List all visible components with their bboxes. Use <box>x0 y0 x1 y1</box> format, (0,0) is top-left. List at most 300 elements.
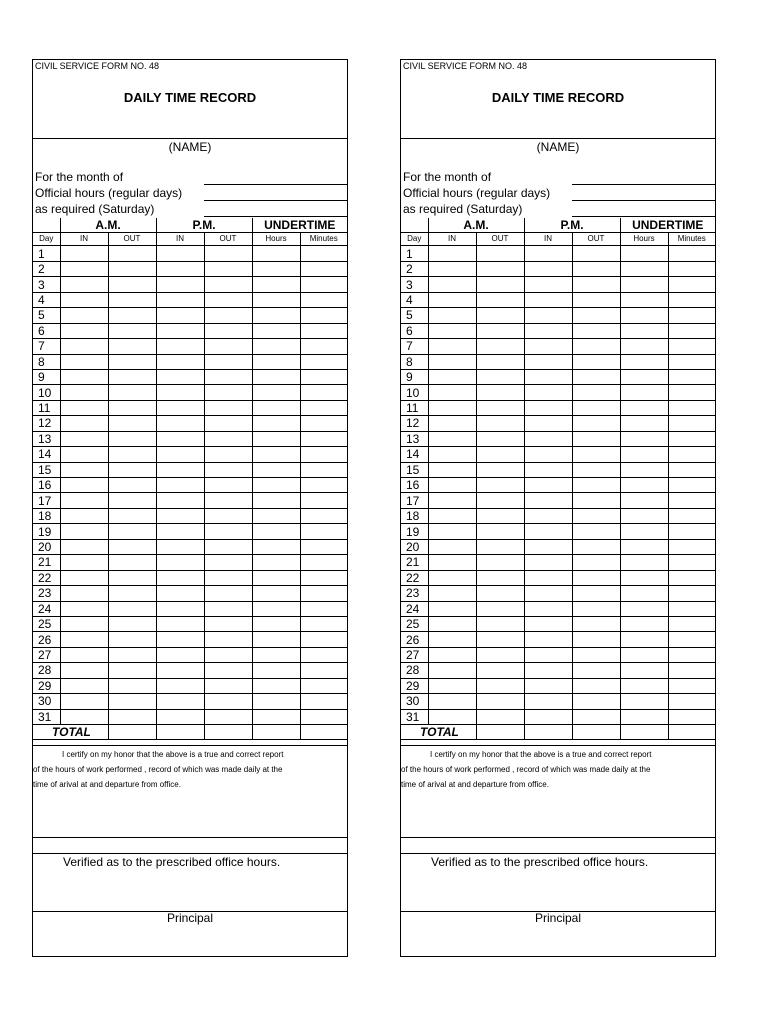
am-out-cell[interactable] <box>476 508 524 523</box>
pm-out-cell[interactable] <box>572 462 620 477</box>
total-hours-cell[interactable] <box>252 725 300 740</box>
am-out-cell[interactable] <box>108 431 156 446</box>
pm-out-cell[interactable] <box>204 616 252 631</box>
am-in-cell[interactable] <box>428 369 476 384</box>
pm-out-cell[interactable] <box>204 308 252 323</box>
am-in-cell[interactable] <box>60 339 108 354</box>
am-in-cell[interactable] <box>428 292 476 307</box>
pm-in-cell[interactable] <box>156 354 204 369</box>
am-out-cell[interactable] <box>108 647 156 662</box>
undertime-minutes-cell[interactable] <box>300 524 347 539</box>
undertime-minutes-cell[interactable] <box>668 261 715 276</box>
pm-in-cell[interactable] <box>156 261 204 276</box>
pm-out-cell[interactable] <box>572 647 620 662</box>
am-in-cell[interactable] <box>60 694 108 709</box>
pm-out-cell[interactable] <box>572 478 620 493</box>
undertime-minutes-cell[interactable] <box>668 246 715 261</box>
am-out-cell[interactable] <box>476 555 524 570</box>
am-in-cell[interactable] <box>60 632 108 647</box>
undertime-hours-cell[interactable] <box>620 601 668 616</box>
undertime-minutes-cell[interactable] <box>300 478 347 493</box>
am-out-cell[interactable] <box>476 261 524 276</box>
am-out-cell[interactable] <box>108 246 156 261</box>
pm-out-cell[interactable] <box>572 524 620 539</box>
undertime-minutes-cell[interactable] <box>300 663 347 678</box>
undertime-hours-cell[interactable] <box>620 524 668 539</box>
am-in-cell[interactable] <box>428 663 476 678</box>
pm-out-cell[interactable] <box>204 478 252 493</box>
am-in-cell[interactable] <box>60 586 108 601</box>
undertime-hours-cell[interactable] <box>620 508 668 523</box>
undertime-minutes-cell[interactable] <box>668 308 715 323</box>
pm-in-cell[interactable] <box>524 586 572 601</box>
undertime-minutes-cell[interactable] <box>668 493 715 508</box>
pm-in-cell[interactable] <box>524 308 572 323</box>
pm-out-cell[interactable] <box>204 447 252 462</box>
am-in-cell[interactable] <box>60 385 108 400</box>
am-in-cell[interactable] <box>428 493 476 508</box>
pm-in-cell[interactable] <box>156 586 204 601</box>
am-out-cell[interactable] <box>476 663 524 678</box>
undertime-hours-cell[interactable] <box>252 493 300 508</box>
pm-in-cell[interactable] <box>524 570 572 585</box>
pm-out-cell[interactable] <box>204 539 252 554</box>
undertime-minutes-cell[interactable] <box>300 678 347 693</box>
am-out-cell[interactable] <box>476 431 524 446</box>
am-in-cell[interactable] <box>428 478 476 493</box>
am-in-cell[interactable] <box>60 678 108 693</box>
am-out-cell[interactable] <box>476 246 524 261</box>
am-out-cell[interactable] <box>476 539 524 554</box>
pm-out-cell[interactable] <box>572 447 620 462</box>
am-in-cell[interactable] <box>60 663 108 678</box>
undertime-hours-cell[interactable] <box>252 385 300 400</box>
pm-in-cell[interactable] <box>156 478 204 493</box>
am-in-cell[interactable] <box>428 678 476 693</box>
am-in-cell[interactable] <box>428 586 476 601</box>
undertime-hours-cell[interactable] <box>620 539 668 554</box>
pm-in-cell[interactable] <box>524 416 572 431</box>
am-in-cell[interactable] <box>60 369 108 384</box>
undertime-hours-cell[interactable] <box>620 586 668 601</box>
undertime-minutes-cell[interactable] <box>300 462 347 477</box>
undertime-minutes-cell[interactable] <box>668 555 715 570</box>
pm-out-cell[interactable] <box>572 246 620 261</box>
am-in-cell[interactable] <box>60 462 108 477</box>
pm-in-cell[interactable] <box>524 323 572 338</box>
pm-in-cell[interactable] <box>156 616 204 631</box>
am-out-cell[interactable] <box>108 261 156 276</box>
undertime-minutes-cell[interactable] <box>300 555 347 570</box>
am-in-cell[interactable] <box>60 400 108 415</box>
pm-in-cell[interactable] <box>156 308 204 323</box>
am-in-cell[interactable] <box>60 354 108 369</box>
am-out-cell[interactable] <box>108 524 156 539</box>
pm-out-cell[interactable] <box>572 277 620 292</box>
pm-out-cell[interactable] <box>204 601 252 616</box>
pm-in-cell[interactable] <box>524 555 572 570</box>
pm-out-cell[interactable] <box>204 323 252 338</box>
am-in-cell[interactable] <box>428 308 476 323</box>
pm-in-cell[interactable] <box>524 508 572 523</box>
pm-out-cell[interactable] <box>204 524 252 539</box>
pm-in-cell[interactable] <box>156 246 204 261</box>
pm-out-cell[interactable] <box>204 462 252 477</box>
undertime-hours-cell[interactable] <box>252 261 300 276</box>
am-out-cell[interactable] <box>476 493 524 508</box>
undertime-hours-cell[interactable] <box>252 447 300 462</box>
undertime-hours-cell[interactable] <box>620 400 668 415</box>
pm-out-cell[interactable] <box>204 277 252 292</box>
pm-out-cell[interactable] <box>572 369 620 384</box>
undertime-minutes-cell[interactable] <box>668 369 715 384</box>
am-out-cell[interactable] <box>108 339 156 354</box>
pm-out-cell[interactable] <box>572 493 620 508</box>
undertime-hours-cell[interactable] <box>620 678 668 693</box>
undertime-hours-cell[interactable] <box>620 709 668 724</box>
am-out-cell[interactable] <box>476 416 524 431</box>
undertime-hours-cell[interactable] <box>252 709 300 724</box>
pm-out-cell[interactable] <box>204 694 252 709</box>
pm-out-cell[interactable] <box>572 339 620 354</box>
pm-out-cell[interactable] <box>572 431 620 446</box>
am-in-cell[interactable] <box>60 555 108 570</box>
undertime-hours-cell[interactable] <box>252 478 300 493</box>
pm-in-cell[interactable] <box>524 447 572 462</box>
am-in-cell[interactable] <box>428 354 476 369</box>
undertime-hours-cell[interactable] <box>252 277 300 292</box>
pm-out-cell[interactable] <box>572 261 620 276</box>
am-out-cell[interactable] <box>108 478 156 493</box>
pm-out-cell[interactable] <box>204 246 252 261</box>
undertime-minutes-cell[interactable] <box>668 539 715 554</box>
pm-out-cell[interactable] <box>204 632 252 647</box>
undertime-hours-cell[interactable] <box>252 400 300 415</box>
am-out-cell[interactable] <box>108 539 156 554</box>
undertime-minutes-cell[interactable] <box>300 354 347 369</box>
pm-in-cell[interactable] <box>524 339 572 354</box>
am-in-cell[interactable] <box>428 601 476 616</box>
pm-in-cell[interactable] <box>524 601 572 616</box>
pm-in-cell[interactable] <box>156 663 204 678</box>
am-in-cell[interactable] <box>60 539 108 554</box>
am-out-cell[interactable] <box>108 354 156 369</box>
am-in-cell[interactable] <box>60 478 108 493</box>
undertime-hours-cell[interactable] <box>252 694 300 709</box>
am-in-cell[interactable] <box>60 493 108 508</box>
am-out-cell[interactable] <box>108 663 156 678</box>
undertime-hours-cell[interactable] <box>252 570 300 585</box>
am-in-cell[interactable] <box>60 647 108 662</box>
undertime-hours-cell[interactable] <box>252 586 300 601</box>
undertime-hours-cell[interactable] <box>620 616 668 631</box>
am-out-cell[interactable] <box>476 678 524 693</box>
undertime-minutes-cell[interactable] <box>668 601 715 616</box>
undertime-hours-cell[interactable] <box>252 601 300 616</box>
pm-in-cell[interactable] <box>524 400 572 415</box>
am-in-cell[interactable] <box>428 400 476 415</box>
am-out-cell[interactable] <box>476 369 524 384</box>
undertime-minutes-cell[interactable] <box>300 431 347 446</box>
pm-in-cell[interactable] <box>524 369 572 384</box>
am-in-cell[interactable] <box>428 447 476 462</box>
undertime-minutes-cell[interactable] <box>300 416 347 431</box>
am-in-cell[interactable] <box>428 261 476 276</box>
undertime-minutes-cell[interactable] <box>668 632 715 647</box>
pm-in-cell[interactable] <box>156 277 204 292</box>
undertime-hours-cell[interactable] <box>620 369 668 384</box>
pm-in-cell[interactable] <box>156 570 204 585</box>
total-minutes-cell[interactable] <box>300 725 347 740</box>
am-out-cell[interactable] <box>108 508 156 523</box>
am-out-cell[interactable] <box>108 694 156 709</box>
pm-out-cell[interactable] <box>572 694 620 709</box>
undertime-minutes-cell[interactable] <box>300 246 347 261</box>
undertime-minutes-cell[interactable] <box>668 508 715 523</box>
pm-out-cell[interactable] <box>572 292 620 307</box>
pm-out-cell[interactable] <box>204 555 252 570</box>
pm-out-cell[interactable] <box>204 570 252 585</box>
pm-in-cell[interactable] <box>524 385 572 400</box>
pm-in-cell[interactable] <box>524 632 572 647</box>
pm-out-cell[interactable] <box>572 416 620 431</box>
am-out-cell[interactable] <box>108 400 156 415</box>
pm-out-cell[interactable] <box>572 632 620 647</box>
pm-in-cell[interactable] <box>156 339 204 354</box>
undertime-minutes-cell[interactable] <box>668 694 715 709</box>
am-in-cell[interactable] <box>428 431 476 446</box>
undertime-hours-cell[interactable] <box>620 339 668 354</box>
undertime-minutes-cell[interactable] <box>300 586 347 601</box>
pm-out-cell[interactable] <box>204 663 252 678</box>
am-out-cell[interactable] <box>108 570 156 585</box>
am-in-cell[interactable] <box>428 277 476 292</box>
am-in-cell[interactable] <box>428 539 476 554</box>
am-in-cell[interactable] <box>428 339 476 354</box>
undertime-minutes-cell[interactable] <box>300 709 347 724</box>
am-in-cell[interactable] <box>60 416 108 431</box>
undertime-minutes-cell[interactable] <box>668 400 715 415</box>
undertime-minutes-cell[interactable] <box>300 647 347 662</box>
pm-out-cell[interactable] <box>204 431 252 446</box>
am-out-cell[interactable] <box>476 339 524 354</box>
undertime-minutes-cell[interactable] <box>300 601 347 616</box>
am-out-cell[interactable] <box>476 694 524 709</box>
am-out-cell[interactable] <box>476 601 524 616</box>
undertime-hours-cell[interactable] <box>620 261 668 276</box>
am-in-cell[interactable] <box>60 246 108 261</box>
undertime-minutes-cell[interactable] <box>668 678 715 693</box>
am-out-cell[interactable] <box>476 385 524 400</box>
am-in-cell[interactable] <box>428 632 476 647</box>
am-out-cell[interactable] <box>476 292 524 307</box>
pm-out-cell[interactable] <box>572 385 620 400</box>
pm-out-cell[interactable] <box>572 586 620 601</box>
undertime-minutes-cell[interactable] <box>300 292 347 307</box>
undertime-hours-cell[interactable] <box>620 431 668 446</box>
undertime-hours-cell[interactable] <box>252 663 300 678</box>
pm-out-cell[interactable] <box>572 539 620 554</box>
undertime-minutes-cell[interactable] <box>300 277 347 292</box>
am-in-cell[interactable] <box>428 709 476 724</box>
am-in-cell[interactable] <box>428 508 476 523</box>
undertime-minutes-cell[interactable] <box>300 339 347 354</box>
undertime-minutes-cell[interactable] <box>668 292 715 307</box>
am-in-cell[interactable] <box>428 246 476 261</box>
pm-in-cell[interactable] <box>524 246 572 261</box>
total-pm-out-cell[interactable] <box>572 725 620 740</box>
am-in-cell[interactable] <box>428 570 476 585</box>
undertime-hours-cell[interactable] <box>252 462 300 477</box>
pm-out-cell[interactable] <box>572 323 620 338</box>
undertime-minutes-cell[interactable] <box>300 447 347 462</box>
pm-in-cell[interactable] <box>156 292 204 307</box>
undertime-hours-cell[interactable] <box>620 663 668 678</box>
undertime-minutes-cell[interactable] <box>300 616 347 631</box>
undertime-minutes-cell[interactable] <box>300 323 347 338</box>
undertime-hours-cell[interactable] <box>620 246 668 261</box>
pm-in-cell[interactable] <box>524 678 572 693</box>
undertime-minutes-cell[interactable] <box>668 431 715 446</box>
total-pm-in-cell[interactable] <box>524 725 572 740</box>
undertime-minutes-cell[interactable] <box>668 647 715 662</box>
am-out-cell[interactable] <box>476 709 524 724</box>
am-out-cell[interactable] <box>476 570 524 585</box>
pm-in-cell[interactable] <box>524 431 572 446</box>
am-in-cell[interactable] <box>428 616 476 631</box>
total-am-out-cell[interactable] <box>108 725 156 740</box>
undertime-hours-cell[interactable] <box>252 339 300 354</box>
pm-in-cell[interactable] <box>524 663 572 678</box>
am-in-cell[interactable] <box>428 524 476 539</box>
am-out-cell[interactable] <box>108 292 156 307</box>
am-in-cell[interactable] <box>428 416 476 431</box>
undertime-hours-cell[interactable] <box>620 632 668 647</box>
pm-out-cell[interactable] <box>572 308 620 323</box>
undertime-minutes-cell[interactable] <box>300 400 347 415</box>
total-am-out-cell[interactable] <box>476 725 524 740</box>
undertime-hours-cell[interactable] <box>620 447 668 462</box>
undertime-minutes-cell[interactable] <box>300 493 347 508</box>
pm-in-cell[interactable] <box>156 694 204 709</box>
undertime-hours-cell[interactable] <box>252 508 300 523</box>
am-in-cell[interactable] <box>60 508 108 523</box>
am-in-cell[interactable] <box>428 555 476 570</box>
pm-in-cell[interactable] <box>524 292 572 307</box>
pm-in-cell[interactable] <box>524 647 572 662</box>
am-out-cell[interactable] <box>108 416 156 431</box>
undertime-hours-cell[interactable] <box>620 308 668 323</box>
undertime-minutes-cell[interactable] <box>668 663 715 678</box>
am-out-cell[interactable] <box>476 647 524 662</box>
undertime-hours-cell[interactable] <box>252 632 300 647</box>
pm-in-cell[interactable] <box>156 647 204 662</box>
am-out-cell[interactable] <box>476 616 524 631</box>
pm-in-cell[interactable] <box>156 400 204 415</box>
am-out-cell[interactable] <box>476 478 524 493</box>
am-out-cell[interactable] <box>108 385 156 400</box>
pm-in-cell[interactable] <box>156 385 204 400</box>
pm-in-cell[interactable] <box>156 369 204 384</box>
am-in-cell[interactable] <box>60 308 108 323</box>
undertime-hours-cell[interactable] <box>252 323 300 338</box>
undertime-minutes-cell[interactable] <box>668 462 715 477</box>
pm-out-cell[interactable] <box>572 601 620 616</box>
pm-in-cell[interactable] <box>156 632 204 647</box>
pm-in-cell[interactable] <box>156 508 204 523</box>
pm-in-cell[interactable] <box>156 709 204 724</box>
undertime-minutes-cell[interactable] <box>300 632 347 647</box>
pm-out-cell[interactable] <box>204 292 252 307</box>
undertime-hours-cell[interactable] <box>252 369 300 384</box>
am-in-cell[interactable] <box>60 570 108 585</box>
pm-out-cell[interactable] <box>572 400 620 415</box>
am-in-cell[interactable] <box>60 431 108 446</box>
am-out-cell[interactable] <box>108 462 156 477</box>
pm-out-cell[interactable] <box>204 586 252 601</box>
total-hours-cell[interactable] <box>620 725 668 740</box>
pm-out-cell[interactable] <box>572 663 620 678</box>
am-in-cell[interactable] <box>60 709 108 724</box>
am-out-cell[interactable] <box>476 308 524 323</box>
undertime-hours-cell[interactable] <box>252 678 300 693</box>
pm-out-cell[interactable] <box>572 709 620 724</box>
undertime-minutes-cell[interactable] <box>300 308 347 323</box>
pm-in-cell[interactable] <box>524 478 572 493</box>
undertime-hours-cell[interactable] <box>620 385 668 400</box>
pm-in-cell[interactable] <box>524 354 572 369</box>
am-in-cell[interactable] <box>60 277 108 292</box>
undertime-hours-cell[interactable] <box>252 431 300 446</box>
undertime-hours-cell[interactable] <box>620 292 668 307</box>
undertime-hours-cell[interactable] <box>620 694 668 709</box>
undertime-hours-cell[interactable] <box>252 354 300 369</box>
undertime-hours-cell[interactable] <box>252 524 300 539</box>
undertime-hours-cell[interactable] <box>252 246 300 261</box>
am-out-cell[interactable] <box>108 616 156 631</box>
undertime-minutes-cell[interactable] <box>668 277 715 292</box>
undertime-minutes-cell[interactable] <box>300 261 347 276</box>
pm-out-cell[interactable] <box>204 678 252 693</box>
total-pm-in-cell[interactable] <box>156 725 204 740</box>
undertime-hours-cell[interactable] <box>620 493 668 508</box>
am-out-cell[interactable] <box>108 323 156 338</box>
am-out-cell[interactable] <box>108 586 156 601</box>
undertime-hours-cell[interactable] <box>620 323 668 338</box>
pm-out-cell[interactable] <box>572 570 620 585</box>
am-in-cell[interactable] <box>60 601 108 616</box>
undertime-minutes-cell[interactable] <box>300 385 347 400</box>
undertime-hours-cell[interactable] <box>252 555 300 570</box>
undertime-hours-cell[interactable] <box>252 416 300 431</box>
am-out-cell[interactable] <box>108 632 156 647</box>
pm-out-cell[interactable] <box>204 647 252 662</box>
undertime-hours-cell[interactable] <box>620 416 668 431</box>
undertime-minutes-cell[interactable] <box>300 369 347 384</box>
am-out-cell[interactable] <box>476 632 524 647</box>
pm-in-cell[interactable] <box>524 493 572 508</box>
pm-out-cell[interactable] <box>204 385 252 400</box>
undertime-minutes-cell[interactable] <box>668 416 715 431</box>
am-out-cell[interactable] <box>476 586 524 601</box>
pm-out-cell[interactable] <box>572 616 620 631</box>
am-out-cell[interactable] <box>476 400 524 415</box>
pm-out-cell[interactable] <box>204 261 252 276</box>
am-out-cell[interactable] <box>108 709 156 724</box>
am-in-cell[interactable] <box>428 694 476 709</box>
undertime-minutes-cell[interactable] <box>668 354 715 369</box>
pm-in-cell[interactable] <box>524 709 572 724</box>
